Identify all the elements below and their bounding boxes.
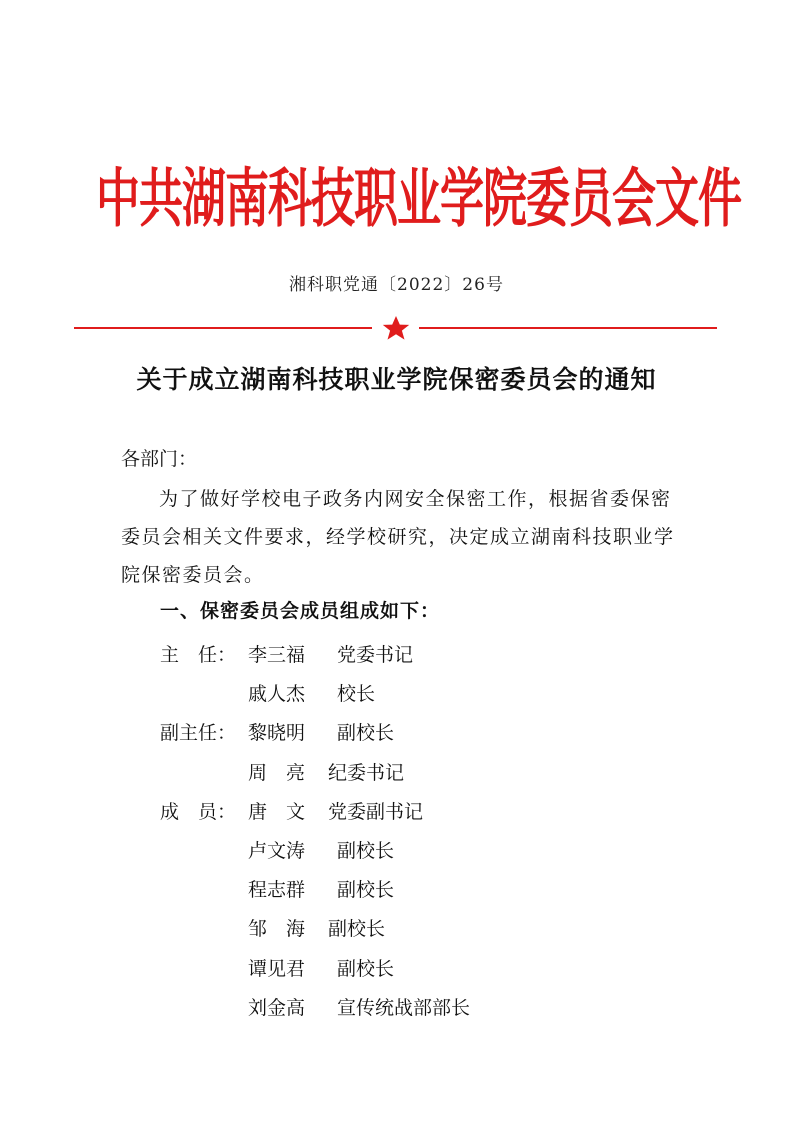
document-header-title: 中共湖南科技职业学院委员会文件 <box>96 162 741 237</box>
member-position: 副校长 <box>337 879 395 901</box>
member-role: 成 员： <box>160 801 237 823</box>
member-position: 校长 <box>337 683 376 705</box>
document-number: 湘科职党通〔2022〕26号 <box>289 275 504 295</box>
member-name: 唐 文 <box>248 801 306 823</box>
body-paragraph: 为了做好学校电子政务内网安全保密工作，根据省委保密委员会相关文件要求，经学校研究，决定成立湖南科技职业学院保密委员会。 <box>121 488 675 586</box>
member-name: 戚人杰 <box>248 683 306 705</box>
member-role: 主 任： <box>160 644 237 666</box>
notice-title: 关于成立湖南科技职业学院保密委员会的通知 <box>136 365 657 394</box>
member-position: 纪委书记 <box>328 762 405 784</box>
member-name: 李三福 <box>248 644 306 666</box>
member-name: 程志群 <box>248 879 306 901</box>
member-position: 副校长 <box>337 840 395 862</box>
member-position: 党委副书记 <box>328 801 424 823</box>
member-name: 谭见君 <box>248 958 306 980</box>
member-position: 副校长 <box>337 722 395 744</box>
section-heading: 一、保密委员会成员组成如下： <box>160 600 441 622</box>
salutation: 各部门： <box>121 448 198 470</box>
member-position: 党委书记 <box>337 644 414 666</box>
member-name: 卢文涛 <box>248 840 306 862</box>
member-name: 黎晓明 <box>248 722 306 744</box>
member-role: 副主任： <box>160 722 237 744</box>
member-position: 宣传统战部部长 <box>337 997 471 1019</box>
member-name: 刘金高 <box>248 997 306 1019</box>
member-position: 副校长 <box>328 918 386 940</box>
member-name: 周 亮 <box>248 762 306 784</box>
member-position: 副校长 <box>337 958 395 980</box>
member-name: 邹 海 <box>248 918 306 940</box>
